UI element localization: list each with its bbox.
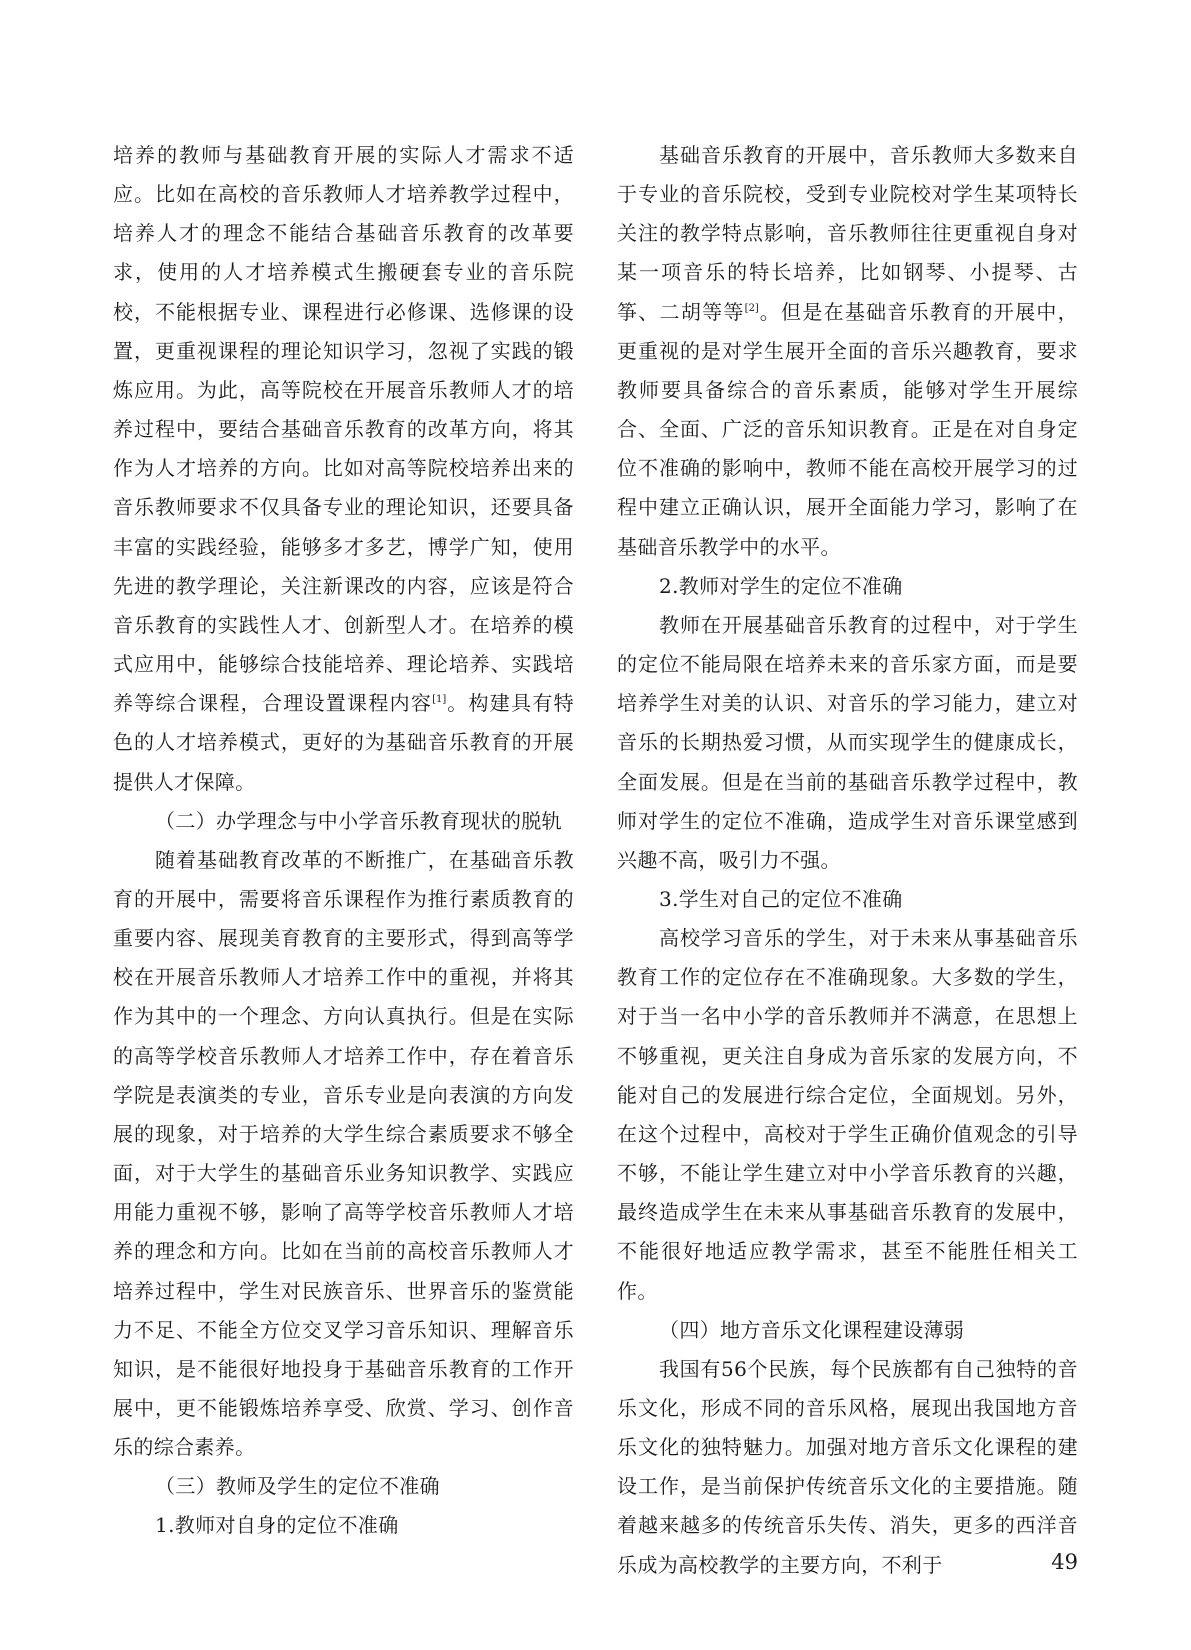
paragraph-talent-mismatch (113, 136, 574, 802)
paragraph-student-positioning: 教师在开展基础音乐教育的过程中，对于学生的定位不能局限在培养未来的音乐家方面，而是要培养学生对美的认识、对音乐的学习能力，建立对音乐的长期热爱习惯，从而实现学生的健康成长，全面发展。但是在当前的基础音乐教学过程中，教师对学生的定位不准确，造成学生对音乐课堂感到兴趣不高，吸引力不强。 (617, 612, 1078, 872)
section-heading-3: （三）教师及学生的定位不准确 (155, 1474, 440, 1499)
paragraph-student-self-positioning: 高校学习音乐的学生，对于未来从事基础音乐教育工作的定位存在不准确现象。大多数的学生，对于当一名中小学的音乐教师并不满意，在思想上不够重视，更关注自身成为音乐家的发展方向，不能对自己的发展进行综合定位，全面规划。另外，在这个过程中，高校对于学生正确价值观念的引导不够，不能让学生建立对中小学音乐教育的兴趣，最终造成学生在未来从事基础音乐教育的发展中，不能很好地适应教学需求，甚至不能胜任相关工作。 (617, 926, 1078, 1303)
paragraph-local-music-culture: 我国有56个民族，每个民族都有自己独特的音乐文化，形成不同的音乐风格，展现出我国地方音乐文化的独特魅力。加强对地方音乐文化课程的建设工作，是当前保护传统音乐文化的主要措施。随着越来越多的传统音乐失传、消失，更多的西洋音乐成为高校教学的主要方向，不利于 (617, 1356, 1078, 1577)
page-number: 49 (1051, 1550, 1078, 1574)
paragraph-education-reform: 随着基础教育改革的不断推广，在基础音乐教育的开展中，需要将音乐课程作为推行素质教育的重要内容、展现美育教育的主要形式，得到高等学校在开展音乐教师人才培养工作中的重视，并将其作为其中的一个理念、方向认真执行。但是在实际的高等学校音乐教师人才培养工作中，存在着音乐学院是表演类的专业，音乐专业是向表演的方向发展的现象，对于培养的大学生综合素质要求不够全面，对于大学生的基础音乐业务知识教学、实践应用能力重视不够，影响了高等学校音乐教师人才培养的理念和方向。比如在当前的高校音乐教师人才培养过程中，学生对民族音乐、世界音乐的鉴赏能力不足、不能全方位交叉学习音乐知识、理解音乐知识，是不能很好地投身于基础音乐教育的工作开展中，更不能锻炼培养享受、欣赏、学习、创作音乐的综合素养。 (113, 847, 574, 1460)
citation-ref-1: [1] (432, 694, 447, 706)
paragraph-text: 培养的教师与基础教育开展的实际人才需求不适应。比如在高校的音乐教师人才培养教学过程中，培养人才的理念不能结合基础音乐教育的改革要求，使用的人才培养模式生搬硬套专业的音乐院校，不能根据专业、课程进行必修课、选修课的设置，更重视课程的理论知识学习，忽视了实践的锻炼应用。为此，高等院校在开展音乐教师人才的培养过程中，要结合基础音乐教育的改革方向，将其作为人才培养的方向。比如对高等院校培养出来的音乐教师要求不仅具备专业的理论知识，还要具备丰富的实践经验，能够多才多艺，博学广知，使用先进的教学理论，关注新课改的内容，应该是符合音乐教育的实践性人才、创新型人才。在培养的模式应用中，能够综合技能培养、理论培养、实践培养等综合课程，合理设置课程内容 (113, 143, 574, 716)
section-heading-4: （四）地方音乐文化课程建设薄弱 (659, 1317, 965, 1342)
subsection-heading-3-2: 2.教师对学生的定位不准确 (659, 573, 903, 598)
paragraph-text-tail: 。构建具有特色的人才培养模式，更好的为基础音乐教育的开展提供人才保障。 (113, 691, 574, 794)
right-column (617, 136, 1078, 1585)
paragraph-text: 基础音乐教育的开展中，音乐教师大多数来自于专业的音乐院校，受到专业院校对学生某项特长关注的教学特点影响，音乐教师往往更重视自身对某一项音乐的特长培养，比如钢琴、小提琴、古筝、二胡等等 (617, 143, 1078, 324)
paragraph-text-tail: 。但是在基础音乐教育的开展中，更重视的是对学生展开全面的音乐兴趣教育，要求教师要具备综合的音乐素质，能够对学生开展综合、全面、广泛的音乐知识教育。正是在对自身定位不准确的影响中，教师不能在高校开展学习的过程中建立正确认识，展开全面能力学习，影响了在基础音乐教学中的水平。 (617, 299, 1078, 559)
citation-ref-2: [2] (744, 302, 759, 314)
section-heading-2: （二）办学理念与中小学音乐教育现状的脱轨 (155, 808, 562, 833)
paragraph-teacher-self-positioning (617, 136, 1078, 567)
left-column (113, 136, 574, 1546)
subsection-heading-3-1: 1.教师对自身的定位不准确 (155, 1513, 399, 1538)
subsection-heading-3-3: 3.学生对自己的定位不准确 (659, 886, 903, 911)
